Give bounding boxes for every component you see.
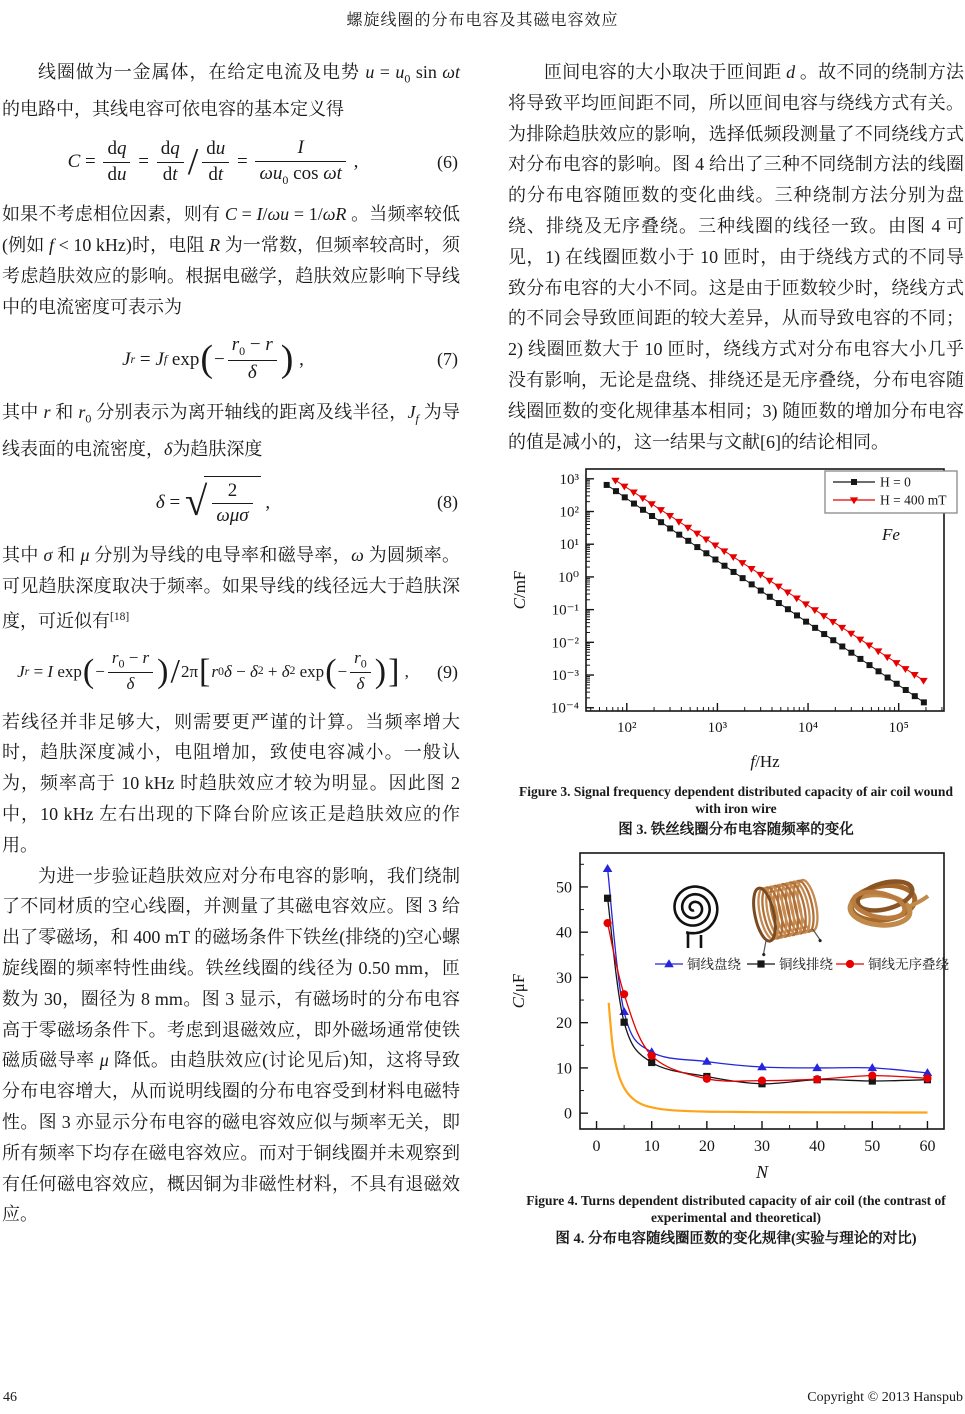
paragraph: 如果不考虑相位因素，则有 C = I/ωu = 1/ωR 。当频率较低(例如 f < 10 kHz)时，电阻 R 为一常数，但频率较高时，须考虑趋肤效应的影响。根据电磁学，趋肤效应影响下导线中的电流密度可表示为 [2,204,461,317]
svg-text:铜线排绕: 铜线排绕 [779,957,833,973]
svg-text:50: 50 [556,879,572,897]
equation-6 [2,136,460,188]
svg-text:20: 20 [556,1015,572,1033]
svg-text:10³: 10³ [559,472,579,489]
paragraph: 线圈做为一金属体，在给定电流及电势 $u = u_0$ sin ωt 的电路中，其线电容可依电容的基本定义得 [2,62,461,120]
svg-text:10⁵: 10⁵ [888,720,909,737]
svg-text:H = 400 mT: H = 400 mT [880,492,947,508]
svg-text:10: 10 [643,1138,660,1156]
equation-9 [2,647,460,695]
svg-text:10⁻²: 10⁻² [551,635,579,652]
paragraph: 若线径并非足够大，则需要更严谨的计算。当频率增大时，趋肤深度减小，电阻增加，致使电容减小。一般认为，频率高于 10 kHz 时趋肤效应才较为明显。因此图 2 中，10 kHz 左右出现的下降台阶应该正是趋肤效应的作用。 [2,711,460,855]
svg-text:30: 30 [556,970,572,988]
svg-text:H = 0: H = 0 [880,474,911,490]
plot-area [509,853,949,1182]
equation-7 [2,333,460,385]
series-理论曲线 [609,1003,928,1113]
series-H = 0 [604,482,927,705]
equation-8 [2,476,460,529]
solenoid-coil-photo [748,878,824,957]
equation-8-body: δ = √ $\frac{2}{\text{ωμσ}}$ , [156,476,270,529]
legend [655,956,949,972]
figure-3-chart [508,463,964,779]
equation-7-number: (7) [437,349,458,370]
svg-text:30: 30 [754,1138,770,1156]
equation-9-number: (9) [437,661,458,682]
legend [825,471,957,513]
svg-text:铜线盘绕: 铜线盘绕 [687,957,741,973]
plot-area [510,469,957,771]
svg-text:10⁻¹: 10⁻¹ [551,602,579,619]
right-column [508,57,964,1257]
figure-3-caption-zh: 图 3. 铁丝线圈分布电容随频率的变化 [618,822,854,839]
svg-text:40: 40 [556,925,572,943]
paragraph: 匝间电容的大小取决于匝间距 d 。故不同的绕制方法将导致平均匝间距不同，所以匝间电容与绕线方式有关。为排除趋肤效应的影响，选择低频段测量了不同绕线方式对分布电容的影响。图 4 给出了三种不同绕制方法的线圈的分布电容随匝数的变化曲线。三种绕制方法分别为盘绕、排绕及无序叠绕。三种线圈的线径一致。由图 4 可见，1) 在线圈匝数小于 10 匝时，由于绕线方式的不同导致分布电容的大小不同。这是由于匝数较少时，绕线方式的不同会导致匝间距的较大差异，从而导致电容的不同；2) 线圈匝数大于 10 匝时，绕线方式对分布电容大小几乎没有影响，无论是盘绕、排绕还是无序叠绕，分布电容随线圈匝数的变化规律基本相同；3) 随匝数的增加分布电容的值是减小的，这一结果与文献[6]的结论相同。 [508,62,965,452]
svg-text:40: 40 [809,1138,826,1156]
equation-7-body: J r = J f exp ( − $\frac{r_0 - r}{\delta}$ ) , [122,333,304,385]
svg-text:C/μF: C/μF [509,974,528,1009]
svg-text:10⁰: 10⁰ [557,570,579,587]
figure-3-caption-en: Figure 3. Signal frequency dependent distributed capacity of air coil wound with iron wire [519,784,953,817]
fe-annotation: Fe [882,525,900,545]
paragraph: 其中 σ 和 μ 分别为导线的电导率和磁导率，ω 为圆频率。可见趋肤深度取决于频率。如果导线的线径远大于趋肤深度，可近似有[18] [2,545,461,631]
svg-text:10⁻³: 10⁻³ [551,668,579,685]
svg-text:10³: 10³ [707,720,728,737]
page-number: 46 [3,1390,17,1405]
svg-text:C/mF: C/mF [510,570,529,610]
paragraph: 其中 r 和 $r_0$ 分别表示为离开轴线的距离及线半径，$J_f$ 为导线表面的电流密度，δ为趋肤深度 [2,401,460,459]
svg-text:10²: 10² [559,504,579,521]
svg-text:N: N [755,1162,769,1183]
svg-text:50: 50 [864,1138,881,1156]
svg-text:10²: 10² [617,720,637,737]
svg-text:10⁴: 10⁴ [797,720,819,737]
svg-text:20: 20 [698,1138,715,1156]
equation-6-number: (6) [437,151,458,172]
copyright: Copyright © 2013 Hanspub [807,1390,963,1405]
svg-text:0: 0 [564,1106,572,1124]
figure-4-caption-zh: 图 4. 分布电容随线圈匝数的变化规律(实验与理论的对比) [555,1231,917,1248]
svg-text:10: 10 [556,1060,572,1078]
pancake-coil-illustration [675,887,718,948]
tangled-coil-photo [849,877,928,928]
svg-text:f/Hz: f/Hz [750,752,780,772]
left-column [2,57,460,1230]
svg-text:铜线无序叠绕: 铜线无序叠绕 [868,957,949,973]
svg-text:60: 60 [919,1138,936,1156]
equation-8-number: (8) [437,492,458,513]
figure-4-chart [508,848,964,1188]
svg-text:0: 0 [592,1138,601,1156]
svg-text:10¹: 10¹ [559,537,579,554]
svg-text:10⁻⁴: 10⁻⁴ [550,701,579,718]
page-title: 螺旋线圈的分布电容及其磁电容效应 [346,12,619,29]
equation-6-body: C = $\frac{dq}{du}$ = $\frac{dq}{dt}$ / $\frac{du}{dt}$ = $\frac{I}{\omega u_0 \cos \omega t}$ , [67,137,359,187]
equation-9-body: J r = I exp ( − $\frac{r_0 - r}{\delta}$ ) / 2π [ r 0 δ − δ 2 + δ 2 exp ( − $\frac{r_0}{\delta}$ ) ] , [17,647,409,695]
paragraph: 为进一步验证趋肤效应对分布电容的影响，我们绕制了不同材质的空心线圈，并测量了其磁电容效应。图 3 给出了零磁场，和 400 mT 的磁场条件下铁丝(排绕的)空心螺旋线圈的频率特性曲线。铁丝线圈的线径为 0.50 mm，匝数为 30，圈径为 8 mm。图 3 显示，有磁场时的分布电容高于零磁场条件下。考虑到退磁效应，即外磁场通常使铁磁质磁导率 μ 降低。由趋肤效应(讨论见后)知，这将导致分布电容增大，从而说明线圈的分布电容受到材料电磁特性。图 3 亦显示分布电容的磁电容效应似与频率无关，即所有频率下均存在磁电容效应。而对于铜线圈并未观察到有任何磁电容效应，概因铜为非磁性材料，不具有退磁效应。 [2,865,461,1225]
figure-4-caption-en: Figure 4. Turns dependent distributed capacity of air coil (the contrast of experimental and theoretical) [526,1193,946,1226]
